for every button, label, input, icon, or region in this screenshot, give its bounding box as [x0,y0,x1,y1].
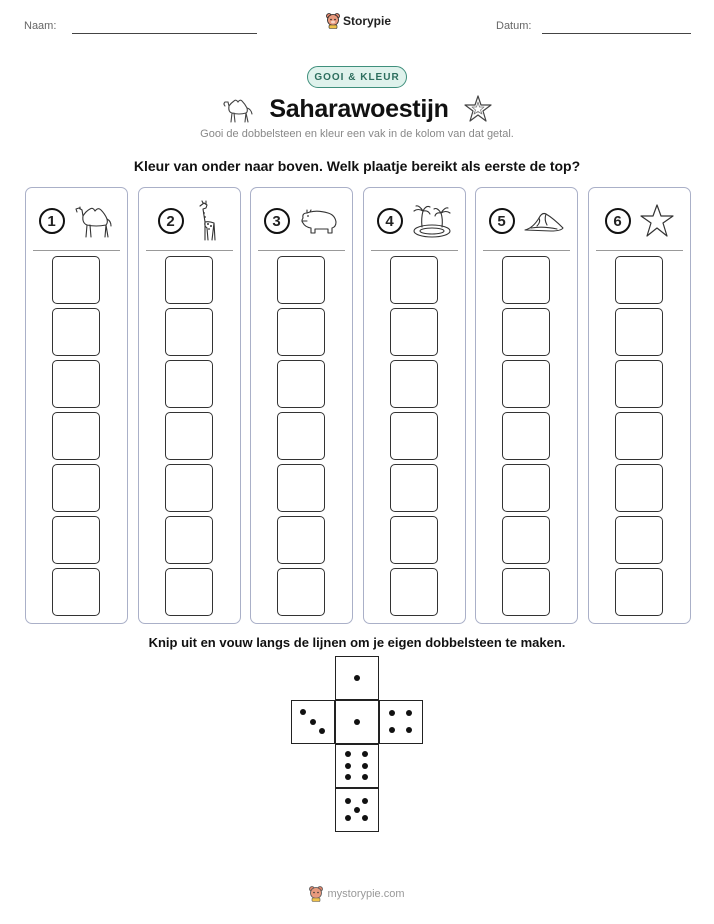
dice-pip [389,710,395,716]
dice-pip [345,774,351,780]
dice-pip [389,727,395,733]
dice-face-5 [335,788,379,832]
color-box[interactable] [52,516,100,564]
number-circle: 3 [264,208,290,234]
dice-pip [354,675,360,681]
dice-pip [310,719,316,725]
dice-pip [362,815,368,821]
star-title-icon [463,94,493,124]
column-4 [363,187,466,624]
color-box[interactable] [52,412,100,460]
dice-pip [319,728,325,734]
color-box[interactable] [615,256,663,304]
storypie-logo [326,13,391,29]
dice-face-6 [335,744,379,788]
color-box[interactable] [52,464,100,512]
giraffe-icon [192,200,222,242]
column-6 [588,187,691,624]
color-box[interactable] [277,464,325,512]
column-1 [25,187,128,624]
color-box[interactable] [502,516,550,564]
color-box[interactable] [390,516,438,564]
color-box[interactable] [502,360,550,408]
column-3 [250,187,353,624]
name-label: Naam: [24,20,57,32]
dice-pip [345,751,351,757]
color-box[interactable] [502,464,550,512]
column-divider [596,250,683,251]
camel-icon [73,202,115,240]
color-box[interactable] [502,256,550,304]
color-box[interactable] [390,308,438,356]
color-box[interactable] [615,516,663,564]
column-divider [483,250,570,251]
color-box[interactable] [390,568,438,616]
dice-pip [362,798,368,804]
color-box[interactable] [165,464,213,512]
color-box[interactable] [52,308,100,356]
color-box[interactable] [277,516,325,564]
column-5 [475,187,578,624]
dice-pip [362,774,368,780]
column-divider [258,250,345,251]
color-box[interactable] [615,308,663,356]
color-box[interactable] [165,516,213,564]
color-box[interactable] [502,412,550,460]
number-circle: 6 [605,208,631,234]
activity-badge: GOOI & KLEUR [307,66,407,88]
column-header [476,201,577,241]
number-circle: 1 [39,208,65,234]
dice-pip [406,710,412,716]
color-box[interactable] [615,360,663,408]
date-label: Datum: [496,20,532,32]
color-box[interactable] [390,360,438,408]
color-box[interactable] [502,568,550,616]
storypie-bear-icon [326,13,340,29]
page-title: Saharawoestijn [269,94,449,123]
title-row [0,92,714,126]
number-circle: 2 [158,208,184,234]
column-divider [146,250,233,251]
dice-pip [362,751,368,757]
column-2 [138,187,241,624]
color-box[interactable] [277,360,325,408]
star-icon [639,203,675,239]
footer-url[interactable]: mystorypie.com [327,888,405,900]
camel-title-icon [221,94,255,124]
color-box[interactable] [165,360,213,408]
color-box[interactable] [615,412,663,460]
oasis-icon [411,202,453,240]
hippo-icon [298,206,340,236]
dice-pip [345,763,351,769]
color-box[interactable] [165,568,213,616]
color-box[interactable] [165,412,213,460]
dice-pip [362,763,368,769]
color-box[interactable] [615,568,663,616]
color-box[interactable] [277,412,325,460]
dice-pip [345,815,351,821]
color-box[interactable] [52,256,100,304]
column-header [26,201,127,241]
dice-pip [354,807,360,813]
column-divider [33,250,120,251]
dice-face-4 [379,700,423,744]
dice-face-1 [335,700,379,744]
instruction: Kleur van onder naar boven. Welk plaatje bereikt als eerste de top? [133,158,581,174]
column-header [139,201,240,241]
dice-face-3 [291,700,335,744]
color-box[interactable] [277,256,325,304]
color-box[interactable] [52,360,100,408]
color-box[interactable] [52,568,100,616]
logo-text: Storypie [343,14,392,28]
column-header [251,201,352,241]
date-line[interactable] [542,33,691,34]
number-circle: 5 [489,208,515,234]
subtitle: Gooi de dobbelsteen en kleur een vak in de kolom van dat getal. [200,128,514,140]
name-line[interactable] [72,33,257,34]
dice-pip [345,798,351,804]
column-header [364,201,465,241]
dice-pip [300,709,306,715]
sand-dune-icon [523,206,565,236]
color-box[interactable] [277,568,325,616]
footer-bear-icon [309,886,323,902]
color-box[interactable] [390,412,438,460]
color-box[interactable] [390,256,438,304]
dice-face-1 [335,656,379,700]
footer [0,886,714,902]
color-box[interactable] [615,464,663,512]
column-divider [371,250,458,251]
dice-pip [406,727,412,733]
cut-instruction: Knip uit en vouw langs de lijnen om je eigen dobbelsteen te maken. [148,635,566,650]
color-box[interactable] [165,308,213,356]
number-circle: 4 [377,208,403,234]
dice-pip [354,719,360,725]
color-box[interactable] [277,308,325,356]
color-box[interactable] [390,464,438,512]
column-header [589,201,690,241]
color-box[interactable] [502,308,550,356]
color-box[interactable] [165,256,213,304]
